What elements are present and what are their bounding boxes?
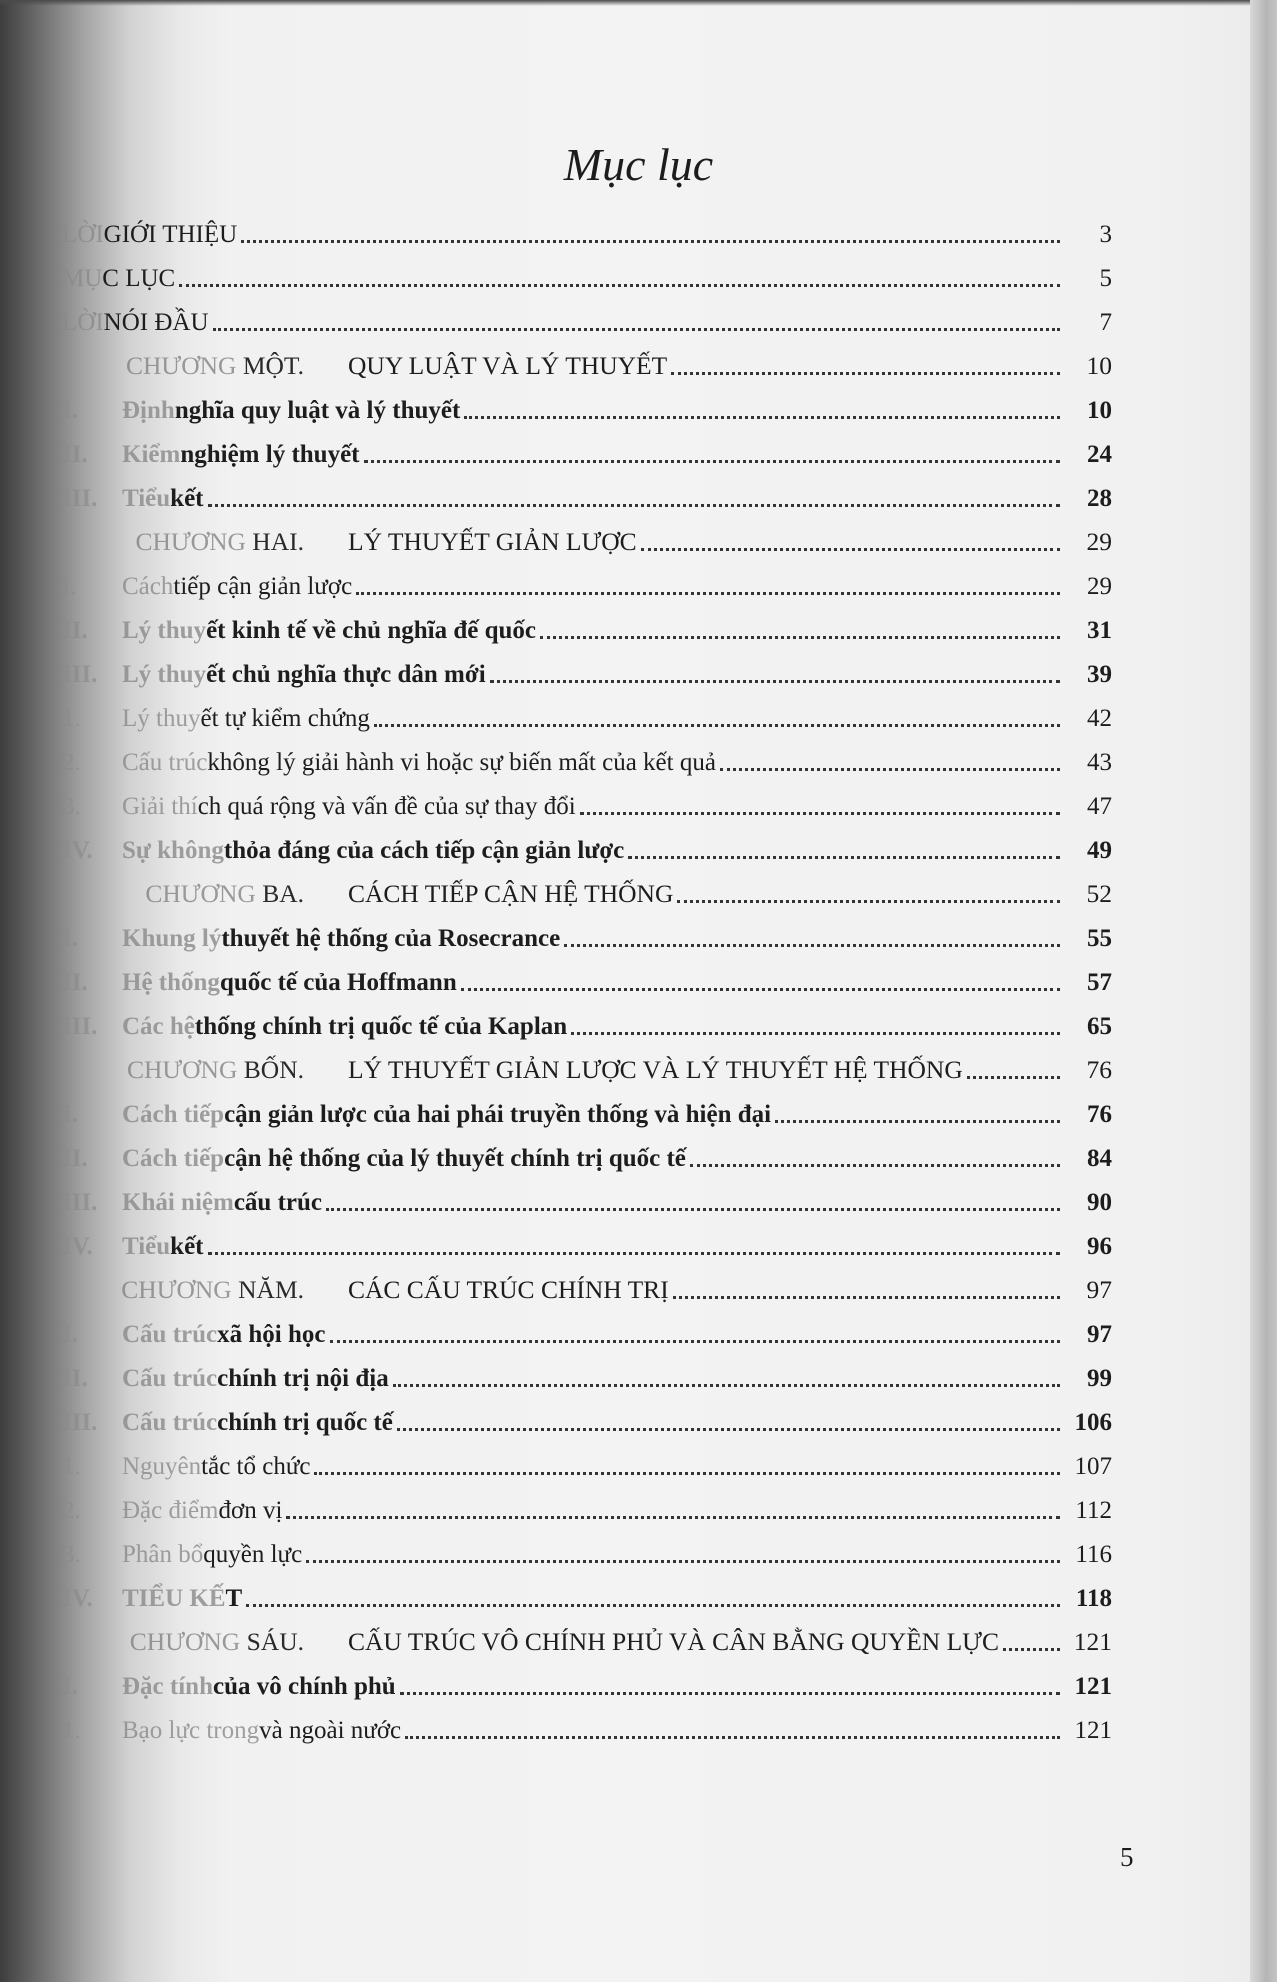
toc-entry [62,601,1112,645]
dot-leader [641,548,1060,551]
entry-title: và ngoài nước [259,1717,402,1744]
dot-leader [571,1032,1060,1035]
chapter-word-faded: CHƯƠNG [121,1275,232,1304]
chapter-word-faded: CHƯƠNG [129,1627,241,1656]
toc-chapter-entry [62,1041,1112,1085]
entry-number: 3. [62,793,81,820]
toc-entry-label [62,397,460,425]
entry-number: I. [62,1101,78,1128]
chapter-prefix [62,879,304,909]
entry-number: I. [62,925,78,952]
entry-number: II. [62,441,88,468]
entry-page-number: 57 [1087,969,1112,996]
entry-page-number: 97 [1086,1275,1112,1304]
chapter-prefix [62,351,304,381]
entry-number: 1. [62,1453,81,1480]
entry-number: IV. [62,1585,93,1612]
chapter-word-faded: CHƯƠNG [145,879,256,908]
chapter-prefix [62,527,304,557]
dot-leader [364,460,1060,463]
toc-entry-label [62,837,624,865]
page-top-shadow [0,0,1250,6]
toc-entry [62,1701,1112,1745]
dot-leader [564,944,1060,947]
entry-number: II. [62,969,88,996]
toc-entry [62,293,1112,337]
entry-number: II. [62,617,88,644]
entry-page-number: 43 [1087,749,1112,776]
toc-entry-label [62,1409,393,1437]
entry-title: C LỤC [102,265,176,292]
toc-entry [62,1393,1112,1437]
toc-entry [62,1437,1112,1481]
entry-page-number: 28 [1087,485,1112,512]
entry-title: thuyết hệ thống của Rosecrance [221,925,561,952]
dot-leader [400,1692,1060,1695]
toc-entry [62,1481,1112,1525]
toc-entry [62,1305,1112,1349]
entry-page-number: 55 [1087,925,1112,952]
dot-leader [306,1560,1060,1563]
toc-entry [62,249,1112,293]
entry-prefix-faded: Hệ thống [122,969,220,996]
entry-prefix-faded: Cấu trúc [122,749,208,776]
toc-entry-label [62,1541,302,1569]
dot-leader [673,1296,1060,1299]
toc-entry-label [62,441,360,469]
entry-page-number: 7 [1099,309,1112,336]
dot-leader [540,636,1060,639]
toc-entry-label [62,1627,999,1657]
entry-prefix-faded: Bạo lực trong [122,1717,260,1744]
toc-chapter-entry [62,1261,1112,1305]
entry-page-number: 24 [1087,441,1112,468]
entry-page-number: 76 [1086,1055,1112,1084]
dot-leader [179,284,1060,287]
entry-title: cấu trúc [233,1189,322,1216]
chapter-word-faded: CHƯƠNG [126,351,237,380]
entry-prefix-faded: Cấu trúc [122,1365,218,1392]
chapter-number: BA. [262,879,304,908]
entry-page-number: 84 [1087,1145,1112,1172]
entry-page-number: 107 [1074,1453,1112,1480]
entry-page-number: 29 [1086,527,1112,556]
page-title: Mục lục [563,139,714,190]
toc-entry-label [62,265,175,293]
toc-entry [62,733,1112,777]
dot-leader [397,1428,1060,1431]
entry-title: của vô chính phủ [212,1673,396,1700]
entry-prefix-faded: Lý thuy [122,617,207,644]
toc-entry [62,1569,1112,1613]
entry-title: ch quá rộng và vấn đề của sự thay đổi [197,793,576,820]
toc-entry [62,909,1112,953]
dot-leader [1003,1648,1060,1651]
chapter-number: HAI. [252,527,304,556]
dot-leader [720,768,1060,771]
entry-title: đơn vị [218,1497,283,1524]
page-number: 5 [1120,1842,1134,1872]
entry-title: kết [170,1233,204,1260]
dot-leader [286,1516,1060,1519]
entry-prefix-faded: Kiểm [122,441,181,468]
dot-leader [330,1340,1061,1343]
entry-prefix-faded: Cách [122,573,174,600]
toc-entry-label [62,527,637,557]
entry-number: IV. [62,837,93,864]
entry-title: xã hội học [217,1321,326,1348]
entry-number: 1. [62,1717,81,1744]
entry-title: nghiệm lý thuyết [180,441,360,468]
toc-entry [62,1173,1112,1217]
entry-page-number: 52 [1086,879,1112,908]
toc-entry-label [62,309,209,337]
entry-page-number: 49 [1087,837,1112,864]
entry-number: III. [62,1013,98,1040]
dot-leader [580,812,1060,815]
entry-number: II. [62,1145,88,1172]
chapter-prefix [62,1055,304,1085]
entry-number: I. [62,1673,78,1700]
toc-entry [62,953,1112,997]
entry-number: III. [62,1409,98,1436]
dot-leader [208,504,1061,507]
entry-prefix-faded: Cách tiếp [122,1101,225,1128]
dot-leader [356,592,1060,595]
entry-title: tắc tổ chức [201,1453,311,1480]
entry-page-number: 99 [1087,1365,1112,1392]
dot-leader [690,1164,1060,1167]
entry-page-number: 116 [1075,1541,1112,1568]
entry-number: II. [62,1365,88,1392]
dot-leader [208,1252,1061,1255]
toc-entry-label [62,1717,401,1745]
entry-prefix-faded: Giải thí [122,793,198,820]
entry-page-number: 31 [1087,617,1112,644]
toc-entry [62,1657,1112,1701]
toc-entry-label [62,351,667,381]
entry-title: quốc tế của Hoffmann [219,969,457,996]
entry-page-number: 5 [1099,265,1112,292]
entry-prefix-faded: Các hệ [122,1013,195,1040]
toc-entry-label [62,879,673,909]
entry-prefix-faded: Cấu trúc [122,1409,218,1436]
entry-page-number: 47 [1087,793,1112,820]
entry-prefix-faded: LỜI [62,309,104,336]
entry-number: 3. [62,1541,81,1568]
entry-number: I. [62,1321,78,1348]
entry-prefix-faded: Tiểu [122,1233,171,1260]
entry-title: kết [170,485,204,512]
entry-page-number: 10 [1087,397,1112,424]
entry-prefix-faded: Định [122,397,175,424]
entry-page-number: 39 [1087,661,1112,688]
entry-prefix-faded: TIỂU KẾ [122,1585,226,1612]
toc-entry-label [62,1101,771,1129]
entry-number: III. [62,485,98,512]
chapter-title: LÝ THUYẾT GIẢN LƯỢC VÀ LÝ THUYẾT HỆ THỐNG [348,1055,963,1084]
entry-page-number: 76 [1087,1101,1112,1128]
chapter-title: CÁCH TIẾP CẬN HỆ THỐNG [348,879,674,908]
toc-entry [62,1085,1112,1129]
toc-entry [62,645,1112,689]
entry-page-number: 42 [1087,705,1112,732]
entry-title: GIỚI THIỆU [103,221,238,248]
page-edge-shadow [1250,0,1277,1982]
entry-number: III. [62,661,98,688]
dot-leader [461,988,1060,991]
toc-entry [62,205,1112,249]
entry-prefix-faded: MỤ [62,265,103,292]
dot-leader [246,1604,1060,1607]
entry-title: không lý giải hành vi hoặc sự biến mất của kết quả [207,749,716,776]
entry-number: I. [62,397,78,424]
toc-entry-label [62,573,352,601]
entry-prefix-faded: Khái niệm [122,1189,234,1216]
entry-prefix-faded: Phân bổ [122,1541,204,1568]
entry-page-number: 112 [1075,1497,1112,1524]
toc-entry-label [62,1585,242,1613]
entry-prefix-faded: Sự không [122,837,224,864]
chapter-title: CẤU TRÚC VÔ CHÍNH PHỦ VÀ CÂN BẰNG QUYỀN LỰC [348,1627,999,1656]
entry-number: I. [62,573,77,600]
toc-entry-label [62,1275,669,1305]
toc-entry-label [62,617,536,645]
entry-title: chính trị nội địa [217,1365,389,1392]
entry-prefix-faded: LỜI [62,221,104,248]
entry-title: thỏa đáng của cách tiếp cận giản lược [223,837,625,864]
entry-title: ết tự kiểm chứng [200,705,370,732]
chapter-title: CÁC CẤU TRÚC CHÍNH TRỊ [348,1275,669,1304]
entry-number: 2. [62,749,81,776]
dot-leader [490,680,1060,683]
entry-prefix-faded: Đặc tính [122,1673,213,1700]
entry-title: ết kinh tế về chủ nghĩa đế quốc [206,617,536,644]
entry-page-number: 10 [1086,351,1112,380]
toc-entry-label [62,661,486,689]
toc-entry-label [62,1497,282,1525]
toc-entry-label [62,1233,204,1261]
dot-leader [393,1384,1060,1387]
toc-entry-label [62,1013,567,1041]
dot-leader [775,1120,1060,1123]
entry-page-number: 96 [1087,1233,1112,1260]
entry-page-number: 65 [1087,1013,1112,1040]
entry-page-number: 29 [1087,573,1112,600]
dot-leader [374,724,1060,727]
entry-page-number: 121 [1074,1717,1112,1744]
toc-entry-label [62,793,576,821]
toc-entry [62,997,1112,1041]
toc-entry [62,1129,1112,1173]
entry-title: cận giản lược của hai phái truyền thống và hiện đại [224,1101,772,1128]
dot-leader [326,1208,1060,1211]
dot-leader [628,856,1060,859]
entry-page-number: 3 [1099,221,1112,248]
entry-number: 1. [62,705,81,732]
entry-number: III. [62,1189,98,1216]
toc-entry-label [62,1321,326,1349]
chapter-number: BỐN. [243,1055,304,1084]
toc-chapter-entry [62,513,1112,557]
entry-page-number: 97 [1087,1321,1112,1348]
toc-entry [62,1525,1112,1569]
entry-number: IV. [62,1233,93,1260]
entry-title: T [225,1585,243,1612]
dot-leader [213,328,1060,331]
chapter-word-faded: CHƯƠNG [126,1055,238,1084]
chapter-title: QUY LUẬT VÀ LÝ THUYẾT [348,351,668,380]
entry-page-number: 90 [1087,1189,1112,1216]
toc-entry-label [62,969,457,997]
table-of-contents [62,205,1112,1745]
toc-entry [62,689,1112,733]
toc-entry [62,777,1112,821]
entry-title: NÓI ĐẦU [103,309,209,336]
dot-leader [967,1076,1060,1079]
toc-entry [62,557,1112,601]
toc-chapter-entry [62,337,1112,381]
toc-entry-label [62,1189,322,1217]
entry-prefix-faded: Lý thuy [122,661,207,688]
chapter-prefix [62,1627,304,1657]
toc-chapter-entry [62,865,1112,909]
toc-entry-label [62,485,204,513]
dot-leader [405,1736,1060,1739]
toc-entry [62,469,1112,513]
entry-prefix-faded: Nguyên [122,1453,202,1480]
entry-page-number: 121 [1073,1627,1112,1656]
toc-entry-label [62,925,560,953]
chapter-title: LÝ THUYẾT GIẢN LƯỢC [348,527,637,556]
toc-entry [62,821,1112,865]
toc-entry-label [62,1365,389,1393]
toc-chapter-entry [62,1613,1112,1657]
entry-prefix-faded: Lý thuy [122,705,201,732]
toc-entry-label [62,705,370,733]
toc-entry [62,1349,1112,1393]
entry-prefix-faded: Cách tiếp [122,1145,225,1172]
chapter-number: NĂM. [238,1275,304,1304]
entry-title: quyền lực [203,1541,303,1568]
toc-entry-label [62,221,237,249]
toc-entry-label [62,749,716,777]
toc-entry [62,381,1112,425]
dot-leader [671,372,1060,375]
entry-title: nghĩa quy luật và lý thuyết [174,397,461,424]
dot-leader [677,900,1060,903]
chapter-prefix [62,1275,304,1305]
entry-title: ết chủ nghĩa thực dân mới [206,661,486,688]
entry-title: thống chính trị quốc tế của Kaplan [194,1013,568,1040]
entry-page-number: 118 [1075,1585,1112,1612]
entry-title: chính trị quốc tế [217,1409,393,1436]
chapter-number: SÁU. [246,1627,304,1656]
toc-entry-label [62,1673,396,1701]
toc-entry [62,1217,1112,1261]
entry-prefix-faded: Cấu trúc [122,1321,218,1348]
entry-title: cận hệ thống của lý thuyết chính trị quốc tế [224,1145,686,1172]
entry-page-number: 106 [1074,1409,1112,1436]
entry-title: tiếp cận giản lược [173,573,353,600]
dot-leader [464,416,1060,419]
entry-page-number: 121 [1074,1673,1112,1700]
entry-prefix-faded: Khung lý [122,925,222,952]
chapter-word-faded: CHƯƠNG [135,527,246,556]
entry-prefix-faded: Đặc điểm [122,1497,219,1524]
entry-number: 2. [62,1497,81,1524]
toc-entry [62,425,1112,469]
chapter-number: MỘT. [242,351,304,380]
dot-leader [314,1472,1060,1475]
entry-prefix-faded: Tiểu [122,485,171,512]
toc-entry-label [62,1145,686,1173]
toc-entry-label [62,1453,310,1481]
toc-entry-label [62,1055,963,1085]
dot-leader [241,240,1060,243]
